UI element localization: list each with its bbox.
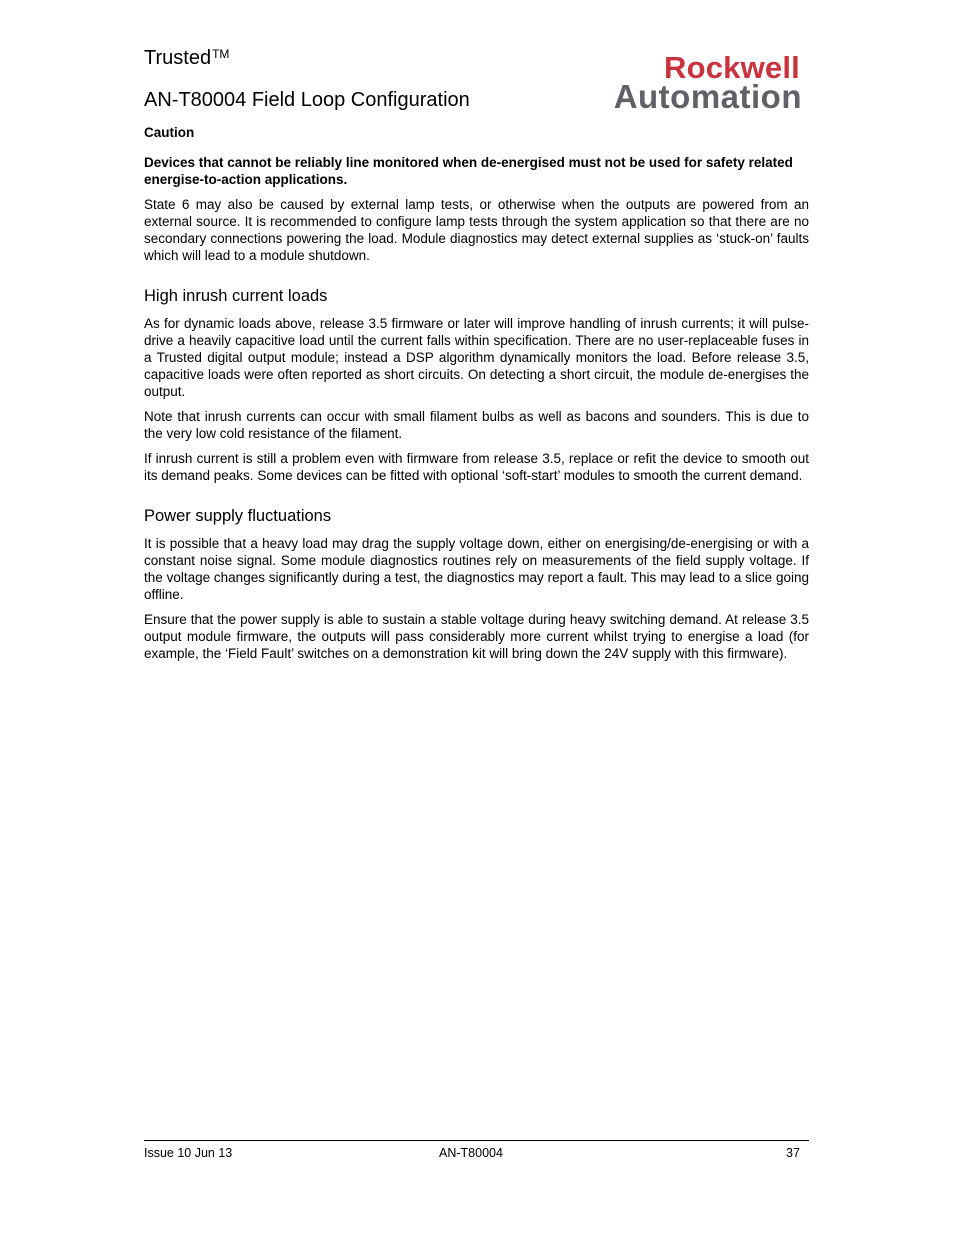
heading-power-supply: Power supply fluctuations xyxy=(144,507,332,525)
footer-issue: Issue 10 Jun 13 xyxy=(144,1146,233,1160)
caution-label: Caution xyxy=(144,125,195,140)
rockwell-automation-logo xyxy=(566,52,802,114)
footer-doc-id: AN-T80004 xyxy=(439,1146,503,1160)
document-title xyxy=(144,46,229,70)
caution-text: Devices that cannot be reliably line monitored when de-energised must not be used for safety related energise-to-action applications. xyxy=(144,155,793,187)
heading-inrush: High inrush current loads xyxy=(144,287,328,305)
footer-page-number: 37 xyxy=(786,1146,800,1160)
paragraph-inrush-1: As for dynamic loads above, release 3.5 firmware or later will improve handling of inrush currents; it will pulse-drive a heavily capacitive load until the current falls within specification. There are no user-replaceable fuses in a Trusted digital output module; instead a DSP algorithm dynamically monitors the load. Before release 3.5, capacitive loads were often reported as short circuits. On detecting a short circuit, the module de-energises the output. xyxy=(144,316,809,399)
logo-line-automation: Automation xyxy=(613,78,802,115)
paragraph-power-1: It is possible that a heavy load may drag the supply voltage down, either on energising/de-energising or with a constant noise signal. Some module diagnostics routines rely on measurements of the field supply voltage. If the voltage changes significantly during a test, the diagnostics may report a fault. This may lead to a slice going offline. xyxy=(144,536,809,602)
paragraph-state6: State 6 may also be caused by external lamp tests, or otherwise when the outputs are powered from an external source. It is recommended to configure lamp tests through the system application so that there are no secondary connections powering the load. Module diagnostics may detect external supplies as ‘stuck-on’ faults which will lead to a module shutdown. xyxy=(144,197,809,263)
footer-divider xyxy=(144,1140,809,1141)
paragraph-power-2: Ensure that the power supply is able to sustain a stable voltage during heavy switching demand. At release 3.5 output module firmware, the outputs will pass considerably more current whilst trying to energise a load (for example, the ‘Field Fault’ switches on a demonstration kit will bring down the 24V supply with this firmware). xyxy=(144,612,809,661)
paragraph-inrush-2: Note that inrush currents can occur with small filament bulbs as well as bacons and sounders. This is due to the very low cold resistance of the filament. xyxy=(144,409,809,441)
logo-line-rockwell: Rockwell xyxy=(664,50,800,85)
title-text: Trusted xyxy=(144,47,212,69)
page-body xyxy=(144,124,809,670)
paragraph-inrush-3: If inrush current is still a problem even with firmware from release 3.5, replace or refit the device to smooth out its demand peaks. Some devices can be fitted with optional ‘soft-start’ modules to smooth the current demand. xyxy=(144,451,809,483)
document-subtitle: AN-T80004 Field Loop Configuration xyxy=(144,89,470,111)
trademark-sup: TM xyxy=(212,47,230,61)
